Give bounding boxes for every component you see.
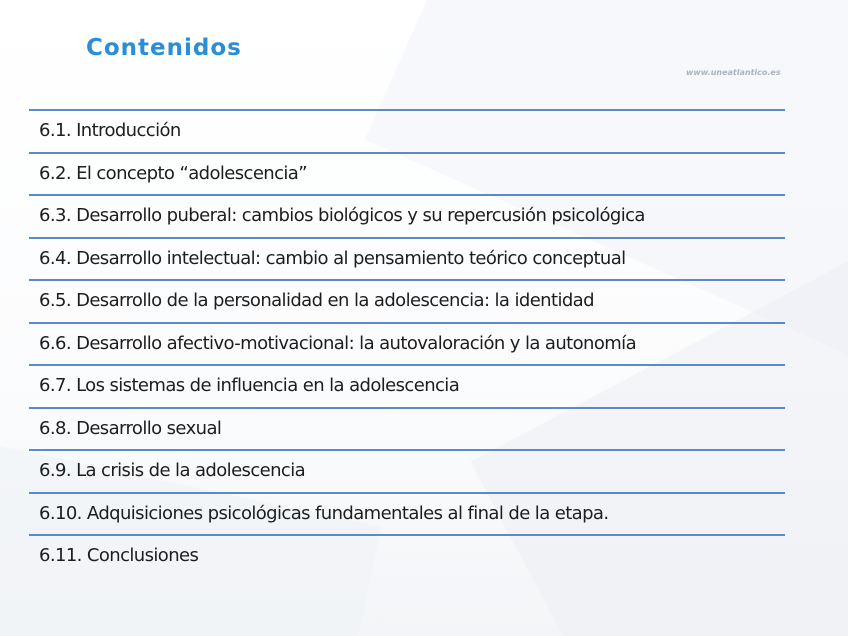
toc-item-6-3: 6.3. Desarrollo puberal: cambios biológicos y su repercusión psicológica (29, 196, 785, 239)
toc-item-6-2: 6.2. El concepto “adolescencia” (29, 154, 785, 197)
page-title: Contenidos (86, 35, 242, 61)
toc-item-6-11: 6.11. Conclusiones (39, 545, 199, 566)
toc-item-6-4: 6.4. Desarrollo intelectual: cambio al pensamiento teórico conceptual (29, 239, 785, 282)
toc-item-6-6: 6.6. Desarrollo afectivo-motivacional: la autovaloración y la autonomía (29, 324, 785, 367)
toc-item-6-5: 6.5. Desarrollo de la personalidad en la adolescencia: la identidad (29, 281, 785, 324)
toc-item-6-1: 6.1. Introducción (29, 111, 785, 154)
toc-item-6-8: 6.8. Desarrollo sexual (29, 409, 785, 452)
table-of-contents (29, 109, 785, 577)
toc-item-6-9: 6.9. La crisis de la adolescencia (29, 451, 785, 494)
website-watermark: www.uneatlantico.es (686, 68, 781, 77)
toc-item-6-7: 6.7. Los sistemas de influencia en la adolescencia (29, 366, 785, 409)
toc-item-6-10: 6.10. Adquisiciones psicológicas fundamentales al final de la etapa. (29, 494, 785, 537)
